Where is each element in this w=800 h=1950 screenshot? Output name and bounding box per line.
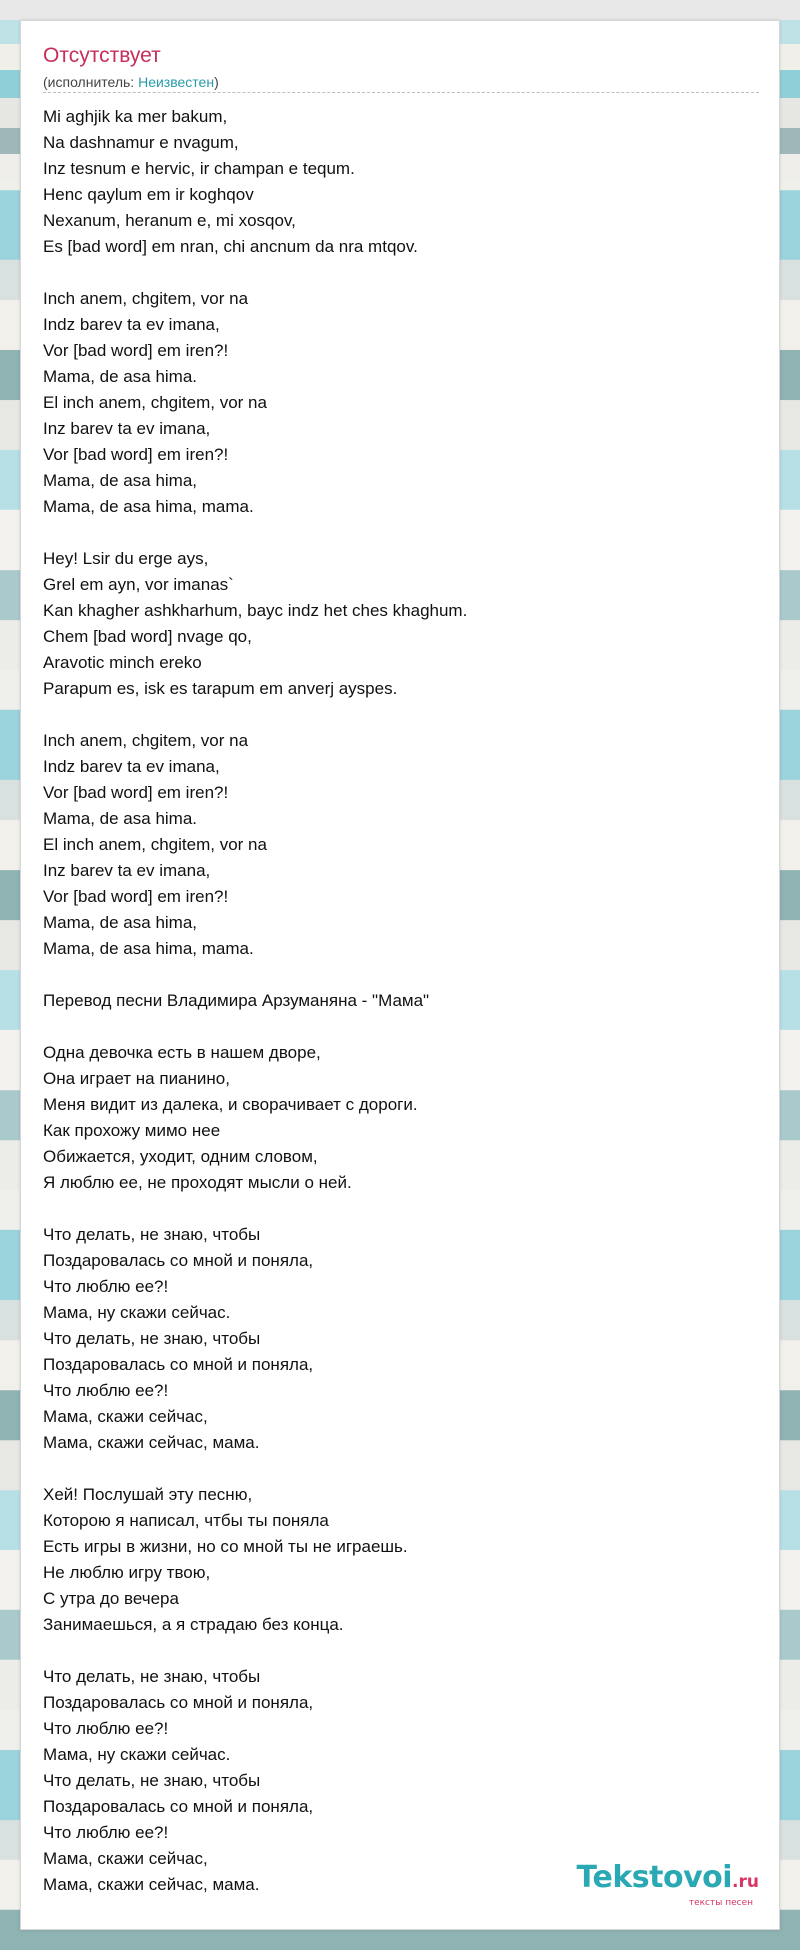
site-logo[interactable] xyxy=(576,1860,760,1909)
lyrics-text: Mi aghjik ka mer bakum, Na dashnamur e nvagum, Inz tesnum e hervic, ir champan e tequm. Henc qaylum em ir koghqov Nexanum, heranum e, mi xosqov, Es [bad word] em nran, chi ancnum da nra mtqov. Inch anem, chgitem, vor na Indz barev ta ev imana, Vor [bad word] em iren?! Mama, de asa hima. El inch anem, chgitem, vor na Inz barev ta ev imana, Vor [bad word] em iren?! Mama, de asa hima, Mama, de asa hima, mama. Hey! Lsir du erge ays, Grel em ayn, vor imanas` Kan khagher ashkharhum, bayc indz het ches khaghum. Chem [bad word] nvage qo, Aravotic minch ereko Parapum es, isk es tarapum em anverj ayspes. Inch anem, chgitem, vor na Indz barev ta ev imana, Vor [bad word] em iren?! Mama, de asa hima. El inch anem, chgitem, vor na Inz barev ta ev imana, Vor [bad word] em iren?! Mama, de asa hima, Mama, de asa hima, mama. Перевод песни Владимира Арзуманяна - "Мама" Одна девочка есть в нашем дворе, Она играет на пианино, Меня видит из далека, и сворачивает с дороги. Как прохожу мимо нее Обижается, уходит, одним словом, Я люблю ее, не проходят мысли о ней. Что делать, не знаю, чтобы Поздаровалась со мной и поняла, Что люблю ее?! Мама, ну скажи сейчас. Что делать, не знаю, чтобы Поздаровалась со мной и поняла, Что люблю ее?! Мама, скажи сейчас, Мама, скажи сейчас, мама. Хей! Послушай эту песню, Которою я написал, чтбы ты поняла Есть игры в жизни, но со мной ты не играешь. Не люблю игру твою, С утра до вечера Занимаешься, а я страдаю без конца. Что делать, не знаю, чтобы Поздаровалась со мной и поняла, Что люблю ее?! Мама, ну скажи сейчас. Что делать, не знаю, чтобы Поздаровалась со мной и поняла, Что люблю ее?! Мама, скажи сейчас, Мама, скажи сейчас, мама. xyxy=(43,107,468,1894)
logo-tld: .ru xyxy=(732,1872,759,1892)
artist-prefix: (исполнитель: xyxy=(43,74,139,90)
song-title: Отсутствует xyxy=(43,44,161,67)
logo-wordmark xyxy=(576,1860,760,1897)
artist-line xyxy=(43,73,219,91)
logo-name: Tekstovoi xyxy=(576,1860,733,1895)
artist-suffix: ) xyxy=(214,74,219,90)
artist-link[interactable]: Неизвестен xyxy=(138,74,215,90)
title-divider xyxy=(43,92,759,93)
lyrics-card xyxy=(20,20,780,1930)
logo-tagline: тексты песен xyxy=(688,1898,753,1908)
